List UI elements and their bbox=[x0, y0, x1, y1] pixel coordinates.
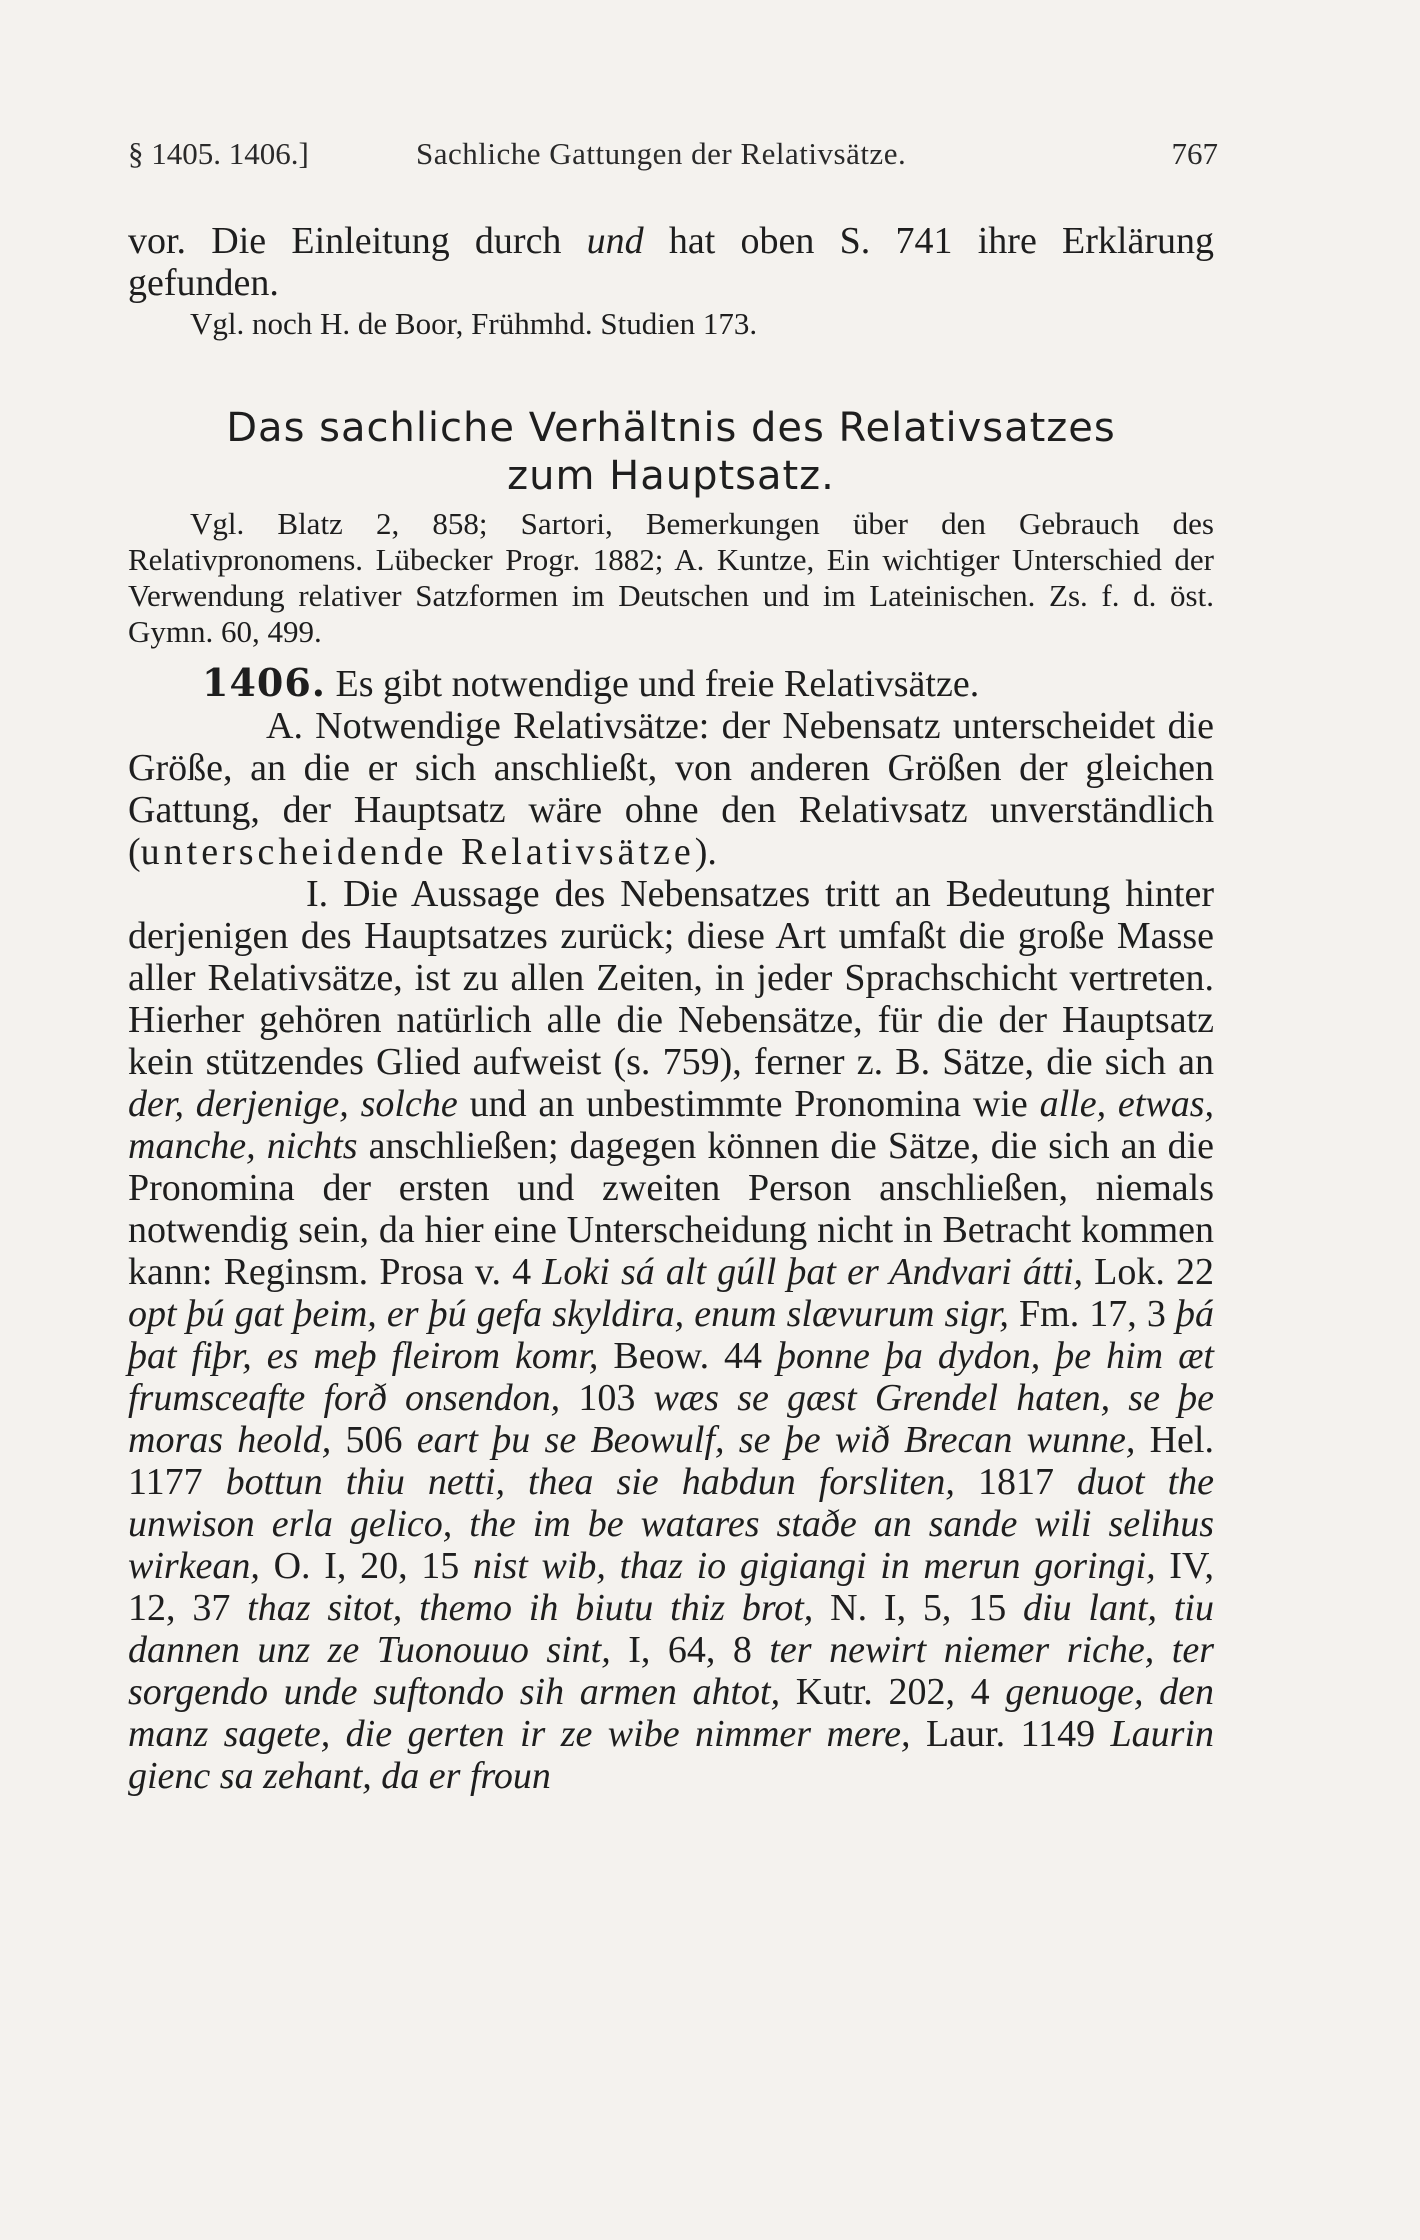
part-i-text: Die Aussage des Nebensatzes tritt an Bedeutung hinter derjenigen des Hauptsatzes zurück; diese Art umfaßt die große Masse aller Relativsätze, ist zu allen Zeiten, in jeder Sprachschicht vertreten. Hierher gehören natürlich alle die Nebensätze, für die der Hauptsatz kein stützendes Glied aufweist (s. 759), ferner z. B. Sätze, die sich an bbox=[128, 873, 1214, 1083]
citation-text: Laurin gienc sa zehant, da er froun bbox=[128, 1713, 1214, 1797]
citation-text: ter newirt niemer riche, ter sorgendo unde suftondo sih armen ahtot, bbox=[128, 1629, 1214, 1713]
running-header bbox=[128, 136, 1218, 176]
citation-ref: Beow. 44 bbox=[598, 1335, 778, 1377]
citation-text: Loki sá alt gúll þat er Andvari átti, bbox=[542, 1251, 1083, 1293]
citation-text: þonne þa dydon, þe him æt frumsceafte forð onsendon, bbox=[128, 1335, 1214, 1419]
citation-ref: I, 64, 8 bbox=[610, 1629, 770, 1671]
citation-ref: 506 bbox=[331, 1419, 417, 1461]
part-a-label: A. bbox=[266, 705, 303, 747]
intro-paragraph bbox=[128, 220, 1214, 342]
heading-line-1: Das sachliche Verhältnis des Relativsatzes bbox=[226, 405, 1116, 451]
header-page-number: 767 bbox=[1171, 136, 1218, 171]
citation-ref: Kutr. 202, 4 bbox=[780, 1671, 1006, 1713]
citation-text: duot the unwison erla gelico, the im be watares staðe an sande wili selihus wirkean, bbox=[128, 1461, 1215, 1587]
part-i-text: und an unbestimmte Pronomina wie bbox=[457, 1083, 1040, 1125]
citation-text: bottun thiu netti, thea sie habdun forsliten, bbox=[225, 1461, 955, 1503]
part-i-paragraph bbox=[128, 873, 1214, 1797]
literature-note: Vgl. Blatz 2, 858; Sartori, Bemerkungen über den Gebrauch des Relativpronomens. Lübecker Progr. 1882; A. Kuntze, Ein wichtiger Unterschied der Verwendung relativer Satzformen im Deutschen und im Lateinischen. Zs. f. d. öst. Gymn. 60, 499. bbox=[128, 506, 1214, 649]
citation-text: wæs se gæst Grendel haten, se þe moras heold, bbox=[128, 1377, 1214, 1461]
intro-und: und bbox=[586, 220, 644, 262]
header-section-numbers: § 1405. 1406.] bbox=[128, 136, 309, 171]
citation-text: þá þat fiþr, es meþ fleirom komr, bbox=[128, 1293, 1214, 1377]
citation-ref: O. I, 20, 15 bbox=[259, 1545, 473, 1587]
citation-ref: Lok. 22 bbox=[1083, 1251, 1215, 1293]
citation-text: genuoge, den manz sagete, die gerten ir ze wibe nimmer mere, bbox=[128, 1671, 1214, 1755]
citation-ref: IV, 12, 37 bbox=[128, 1545, 1214, 1629]
part-a-text-1: Notwendige Relativsätze: der Nebensatz unterscheidet die Größe, an die er sich anschließt, von anderen Größen der gleichen Gattung, der Hauptsatz wäre ohne den Relativsatz unverständlich ( bbox=[128, 705, 1214, 873]
citation-text: opt þú gat þeim, er þú gefa skyldira, enum slævurum sigr, bbox=[128, 1293, 1009, 1335]
citation-ref: 1817 bbox=[954, 1461, 1077, 1503]
citation-text: diu lant, tiu dannen unz ze Tuonouuo sint, bbox=[128, 1587, 1214, 1671]
section-number: 1406. bbox=[202, 660, 326, 705]
part-i-italic: der, derjenige, solche bbox=[128, 1083, 458, 1125]
part-i-italic: alle, etwas, manche, nichts bbox=[128, 1083, 1214, 1167]
citation-text: nist wib, thaz io gigiangi in merun goringi, bbox=[472, 1545, 1156, 1587]
header-running-title: Sachliche Gattungen der Relativsätze. bbox=[416, 136, 907, 171]
intro-text-2: hat oben S. 741 ihre Erklärung gefunden. bbox=[128, 220, 1214, 304]
citation-text: thaz sitot, themo ih biutu thiz brot, bbox=[247, 1587, 814, 1629]
citation-ref: Laur. 1149 bbox=[910, 1713, 1111, 1755]
part-i-text: anschließen; dagegen können die Sätze, die sich an die Pronomina der ersten und zweiten Person anschließen, niemals notwendig sein, da hier eine Unterscheidung nicht in Betracht kommen kann: Reginsm. Prosa v. 4 bbox=[128, 1125, 1214, 1293]
intro-text-1: vor. Die Einleitung durch bbox=[128, 220, 587, 262]
citation-ref: Hel. 1177 bbox=[128, 1419, 1214, 1503]
citation-text: eart þu se Beowulf, se þe wið Brecan wunne, bbox=[416, 1419, 1136, 1461]
section-lead: Es gibt notwendige und freie Relativsätze. bbox=[326, 663, 980, 705]
part-a-term: unterscheidende Relativsätze bbox=[140, 831, 695, 873]
section-heading bbox=[128, 404, 1214, 500]
citation-ref: 103 bbox=[560, 1377, 654, 1419]
citation-ref: N. I, 5, 15 bbox=[813, 1587, 1024, 1629]
heading-line-2: zum Hauptsatz. bbox=[507, 453, 835, 499]
part-a-text-2: ). bbox=[694, 831, 717, 873]
intro-reference: Vgl. noch H. de Boor, Frühmhd. Studien 173. bbox=[190, 306, 758, 341]
section-1406 bbox=[128, 662, 1214, 1797]
part-i-label: I. bbox=[306, 873, 329, 915]
citation-ref: Fm. 17, 3 bbox=[1008, 1293, 1176, 1335]
